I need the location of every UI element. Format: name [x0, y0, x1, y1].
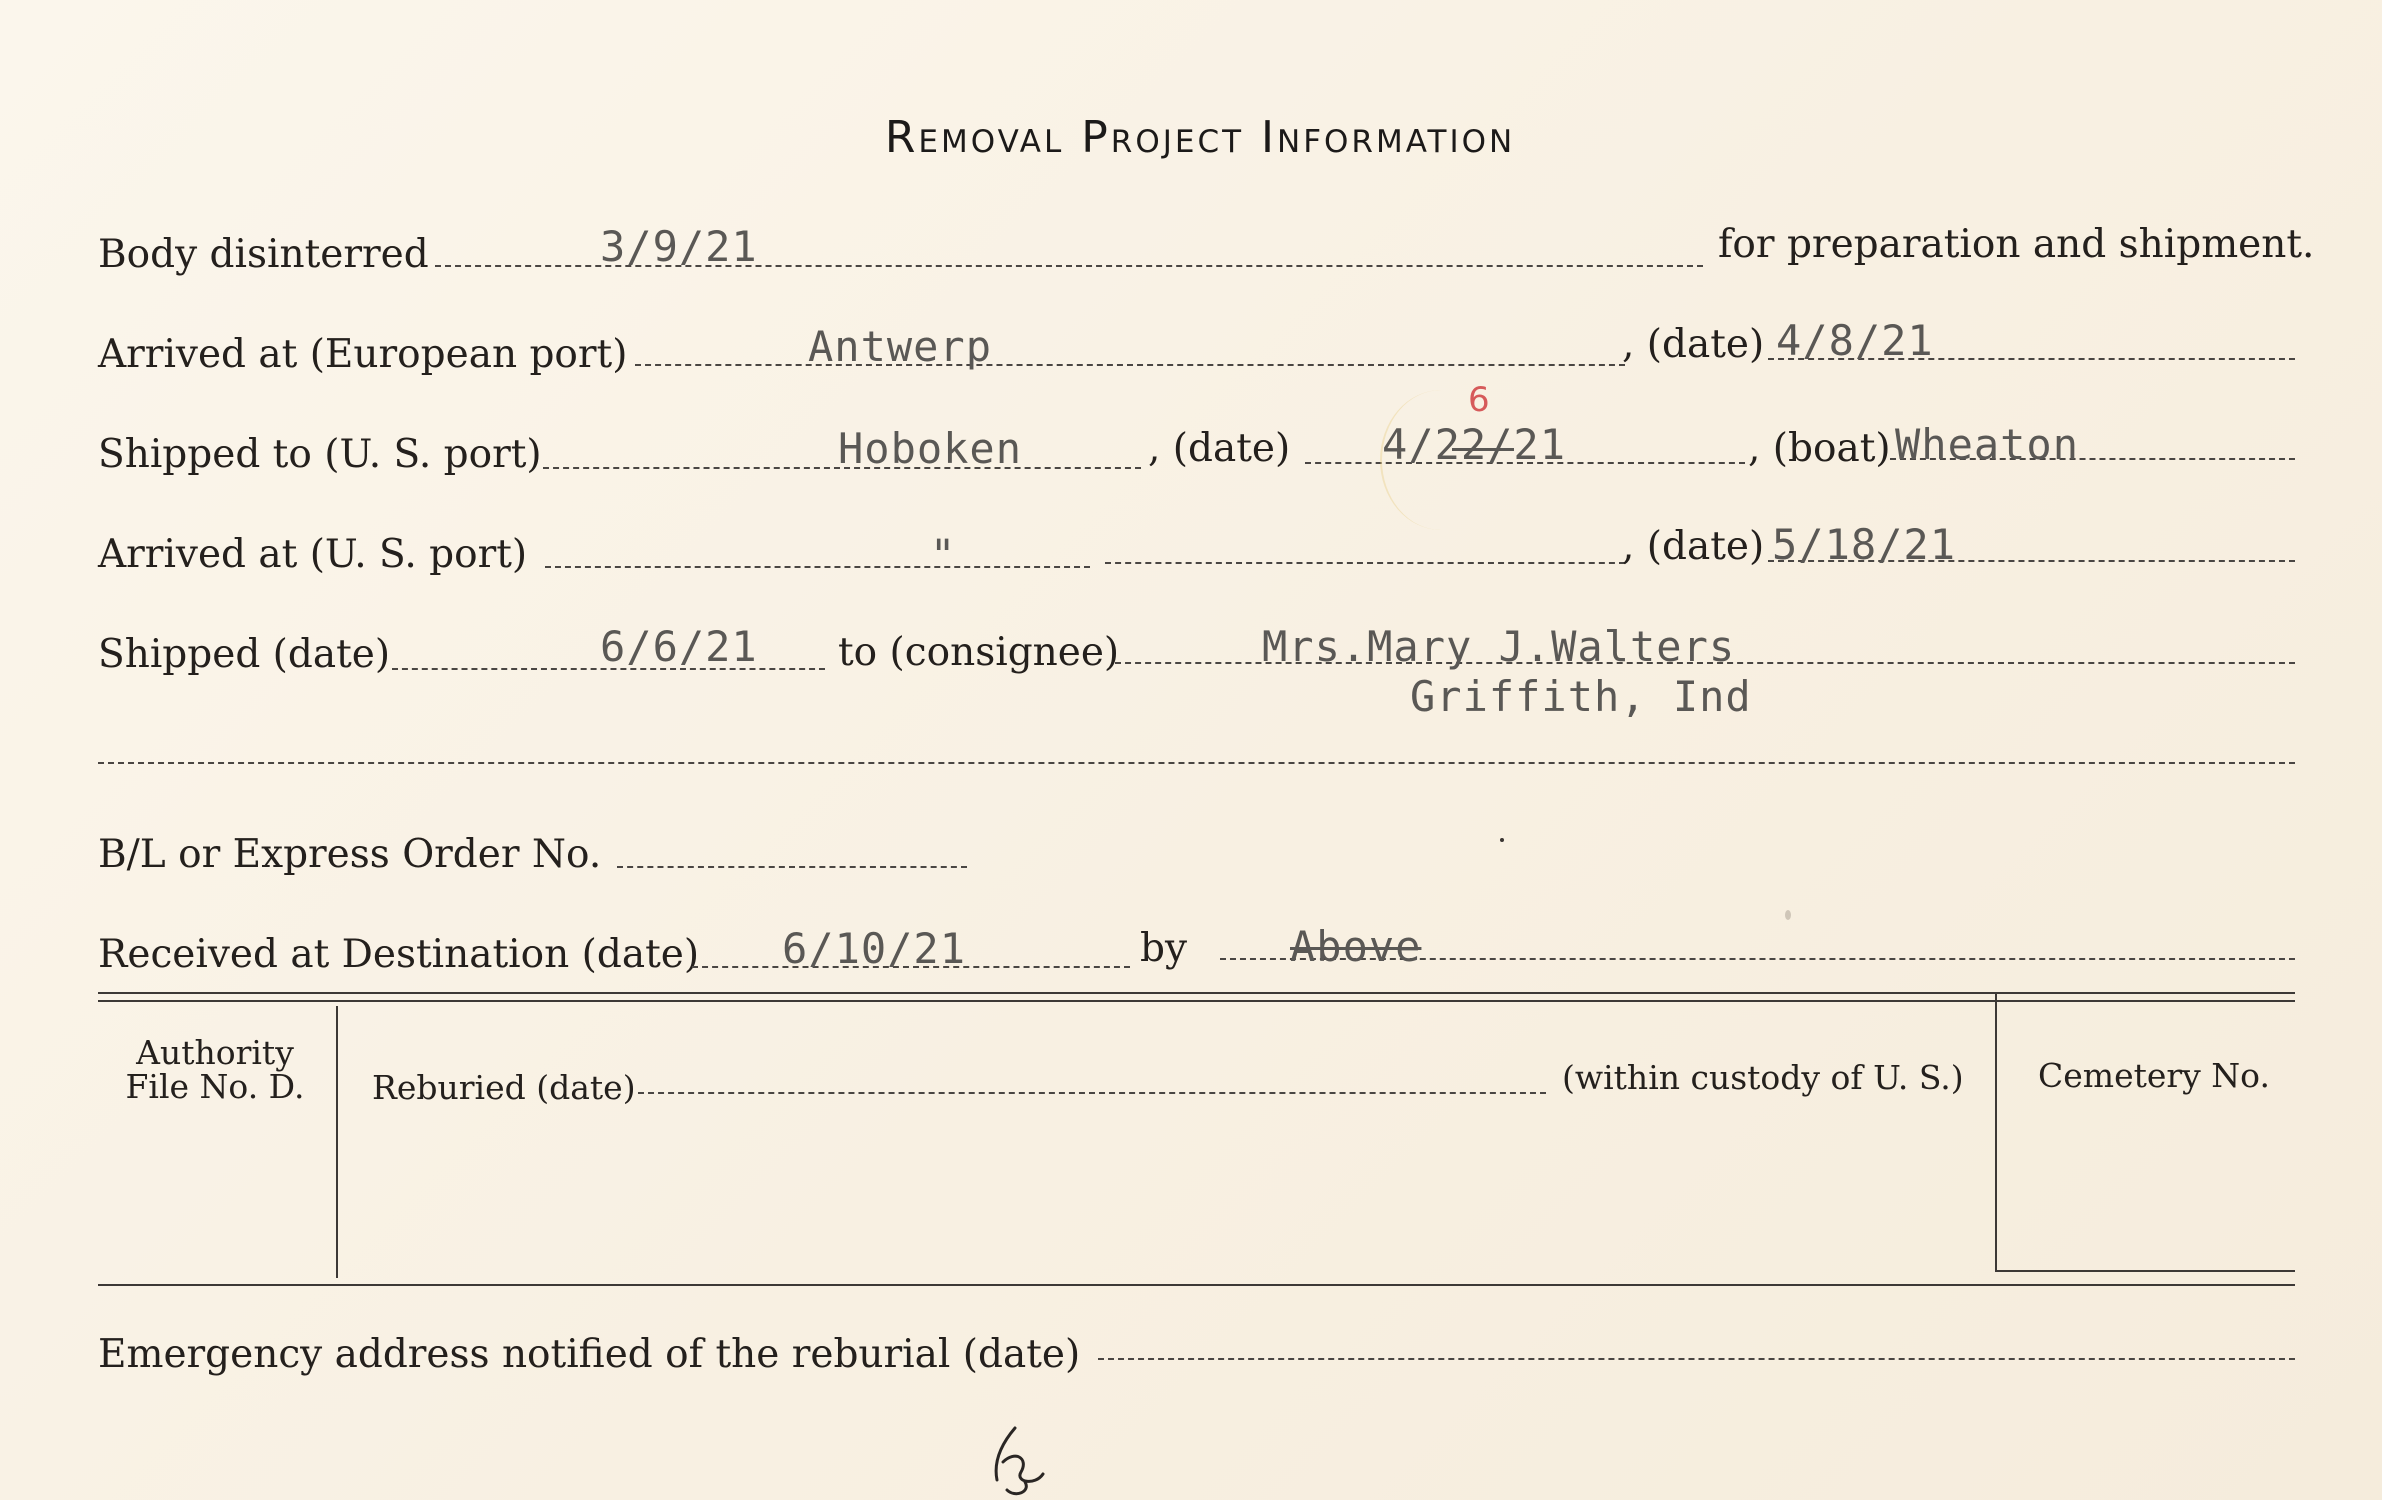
table-divider-right: [1995, 994, 1997, 1270]
shipped-us-boat-label: , (boat): [1748, 426, 1891, 471]
shipped-label: Shipped (date): [98, 632, 391, 677]
arrived-eu-port-line: [635, 364, 1625, 366]
disinterred-suffix: for preparation and shipment.: [1718, 222, 2315, 267]
received-label: Received at Destination (date): [98, 932, 700, 977]
table-top-rule-1: [98, 992, 2295, 994]
received-date: 6/10/21: [782, 924, 967, 973]
shipped-us-date: 4/22/21: [1382, 420, 1567, 469]
received-by: Above: [1290, 922, 1422, 971]
shipped-us-date-label: , (date): [1148, 426, 1291, 471]
arrived-eu-label: Arrived at (European port): [98, 332, 628, 377]
reburied-label: Reburied (date): [372, 1068, 636, 1107]
arrived-eu-date: 4/8/21: [1776, 316, 1934, 365]
bl-label: B/L or Express Order No.: [98, 832, 602, 877]
authority-file-label: Authority File No. D.: [125, 1033, 305, 1106]
consignee-label: to (consignee): [838, 630, 1120, 675]
consignee-name: Mrs.Mary J.Walters: [1262, 622, 1736, 671]
shipped-us-boat: Wheaton: [1895, 420, 2080, 469]
arrived-eu-port: Antwerp: [808, 322, 993, 371]
red-correction: 6: [1468, 380, 1490, 420]
shipped-us-label: Shipped to (U. S. port): [98, 432, 542, 477]
cemetery-no-label: Cemetery No.: [2038, 1056, 2270, 1095]
table-cemetery-bottom-rule: [1995, 1270, 2295, 1272]
arrived-us-port-line-b: [1105, 562, 1625, 564]
disinterred-label: Body disinterred: [98, 232, 429, 277]
paper-speck: [1785, 910, 1791, 920]
paper-speck: [1500, 838, 1504, 842]
table-bottom-rule: [98, 1284, 2295, 1286]
arrived-us-date-label: , (date): [1622, 524, 1765, 569]
arrived-us-date: 5/18/21: [1772, 520, 1957, 569]
table-divider-left: [336, 1006, 338, 1278]
shipped-us-port: Hoboken: [838, 424, 1023, 473]
bl-line: [617, 866, 967, 868]
consignee-city: Griffith, Ind: [1410, 672, 1752, 721]
received-by-label: by: [1140, 926, 1187, 971]
blank-line: [98, 762, 2295, 764]
reburied-line: [638, 1092, 1546, 1094]
handwritten-initials: [985, 1420, 1055, 1500]
arrived-eu-date-label: , (date): [1622, 322, 1765, 367]
arrived-us-port-line-a: [545, 566, 1090, 568]
page-title: Removal Project Information: [884, 112, 1516, 163]
arrived-us-label: Arrived at (U. S. port): [98, 532, 528, 577]
custody-label: (within custody of U. S.): [1562, 1058, 1964, 1097]
table-top-rule-2: [98, 1000, 2295, 1002]
emergency-label: Emergency address notified of the reburial (date): [98, 1332, 1081, 1377]
pencil-mark: [1380, 390, 1502, 530]
disinterred-date: 3/9/21: [600, 222, 758, 271]
arrived-us-port: ": [930, 530, 957, 579]
emergency-line: [1098, 1358, 2295, 1360]
shipped-date: 6/6/21: [600, 622, 758, 671]
